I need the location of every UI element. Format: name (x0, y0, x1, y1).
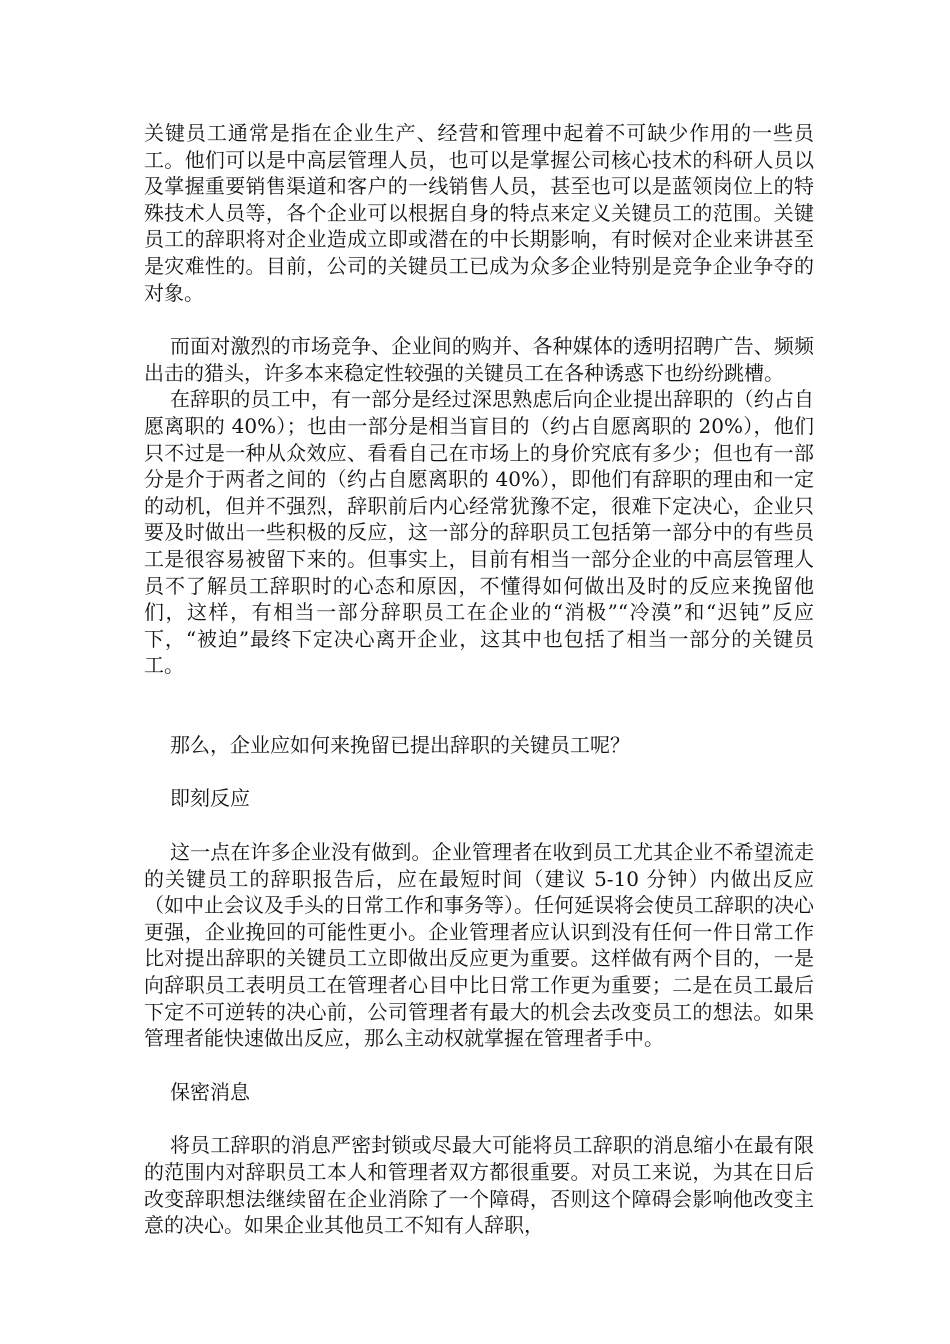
paragraph-confidentiality: 将员工辞职的消息严密封锁或尽最大可能将员工辞职的消息缩小在最有限的范围内对辞职员工本人和管理者双方都很重要。对员工来说，为其在日后改变辞职想法继续留在企业消除了一个障碍，否则这个障碍会影响他改变主意的决心。如果企业其他员工不知有人辞职， (144, 1133, 814, 1238)
section-heading-immediate-response: 即刻反应 (170, 786, 250, 811)
paragraph-key-employee-definition: 关键员工通常是指在企业生产、经营和管理中起着不可缺少作用的一些员工。他们可以是中高层管理人员，也可以是掌握公司核心技术的科研人员以及掌握重要销售渠道和客户的一线销售人员，甚至也可以是蓝领岗位上的特殊技术人员等，各个企业可以根据自身的特点来定义关键员工的范围。关键员工的辞职将对企业造成立即或潜在的中长期影响，有时候对企业来讲甚至是灾难性的。目前，公司的关键员工已成为众多企业特别是竞争企业争夺的对象。 (144, 121, 814, 305)
paragraph-immediate-response: 这一点在许多企业没有做到。企业管理者在收到员工尤其企业不希望流走的关键员工的辞职报告后，应在最短时间（建议 5-10 分钟）内做出反应（如中止会议及手头的日常工作和事务等）。任何延误将会使员工辞职的决心更强，企业挽回的可能性更小。企业管理者应认识到没有任何一件日常工作比对提出辞职的关键员工立即做出反应更为重要。这样做有两个目的，一是向辞职员工表明员工在管理者心目中比日常工作更为重要；二是在员工最后下定不可逆转的决心前，公司管理者有最大的机会去改变员工的想法。如果管理者能快速做出反应，那么主动权就掌握在管理者手中。 (144, 840, 814, 1051)
paragraph-market-competition: 而面对激烈的市场竞争、企业间的购并、各种媒体的透明招聘广告、频频出击的猎头，许多本来稳定性较强的关键员工在各种诱惑下也纷纷跳槽。 (144, 334, 814, 385)
paragraph-question: 那么，企业应如何来挽留已提出辞职的关键员工呢？ (170, 732, 630, 757)
document-page (144, 120, 814, 1239)
section-heading-confidentiality: 保密消息 (170, 1079, 250, 1104)
paragraph-resignation-types: 在辞职的员工中，有一部分是经过深思熟虑后向企业提出辞职的（约占自愿离职的 40%）；也由一部分是相当盲目的（约占自愿离职的 20%），他们只不过是一种从众效应、看看自己在市场上的身价究底有多少；但也有一部分是介于两者之间的（约占自愿离职的 40%），即他们有辞职的理由和一定的动机，但并不强烈，辞职前后内心经常犹豫不定，很难下定决心，企业只要及时做出一些积极的反应，这一部分的辞职员工包括第一部分中的有些员工是很容易被留下来的。但事实上，目前有相当一部分企业的中高层管理人员不了解员工辞职时的心态和原因，不懂得如何做出及时的反应来挽留他们，这样，有相当一部分辞职员工在企业的“消极”“冷漠”和“迟钝”反应下，“被迫”最终下定决心离开企业，这其中也包括了相当一部分的关键员工。 (144, 387, 814, 678)
